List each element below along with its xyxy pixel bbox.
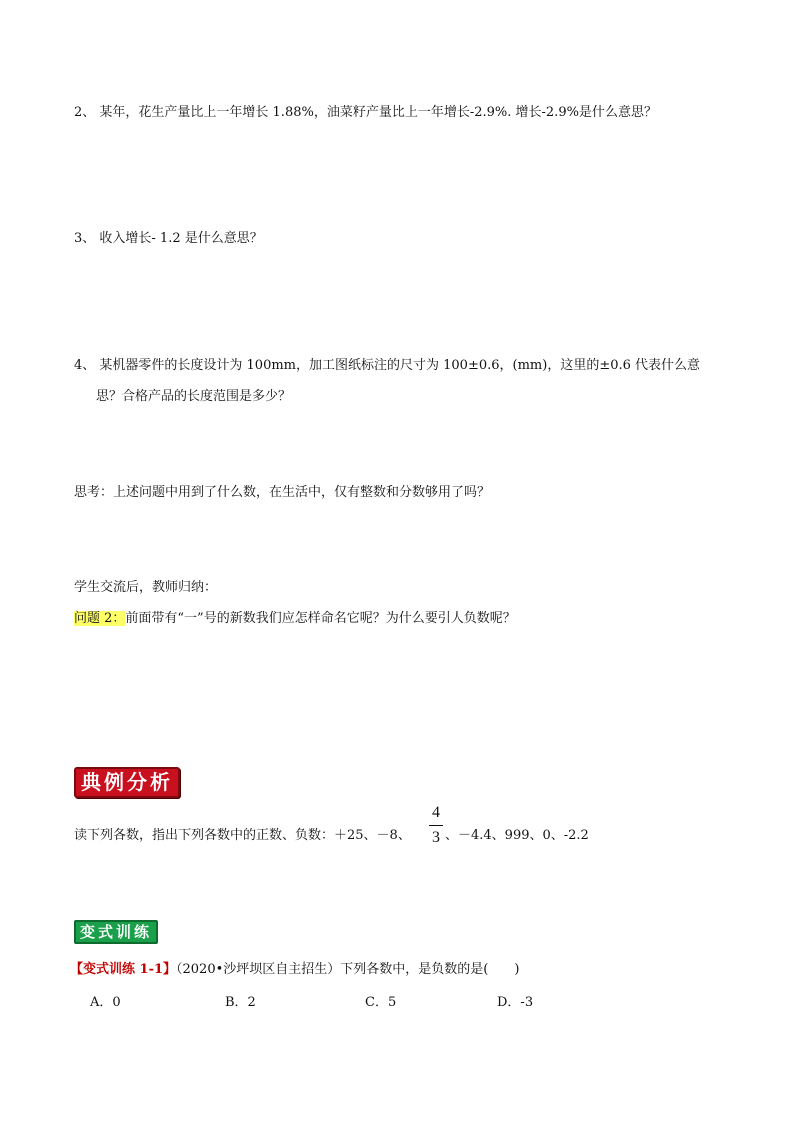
- fraction-numerator: 4: [432, 804, 440, 821]
- fraction-denominator: 3: [432, 829, 440, 846]
- fraction: [429, 804, 443, 847]
- variant-question: [70, 961, 519, 979]
- think-prompt: 思考：上述问题中用到了什么数，在生活中，仅有整数和分数够用了吗？: [74, 485, 491, 500]
- variant-training-badge: 变式训练: [74, 920, 158, 944]
- question-4-line-1: 4、 某机器零件的长度设计为 100mm，加工图纸标注的尺寸为 100±0.6，(mm)，这里的±0.6 代表什么意: [74, 358, 701, 373]
- problem-2: [74, 610, 516, 628]
- fraction-bar: [429, 825, 443, 826]
- option-c: C．5: [365, 995, 397, 1010]
- question-2: 2、 某年，花生产量比上一年增长 1.88%，油菜籽产量比上一年增长-2.9%. 增长-2.9%是什么意思？: [74, 105, 657, 120]
- example-text-after: 、－4.4、999、0、-2.2: [445, 828, 589, 843]
- option-a: A．0: [90, 995, 121, 1010]
- question-3: 3、 收入增长- 1.2 是什么意思？: [74, 231, 263, 246]
- option-d: D．-3: [497, 995, 534, 1010]
- problem-2-label: 问题 2：: [74, 611, 126, 626]
- teacher-summary: 学生交流后，教师归纳：: [74, 580, 218, 595]
- example-analysis-badge: 典例分析: [74, 767, 180, 798]
- variant-tag: 【变式训练 1-1】: [70, 962, 177, 977]
- variant-source: （2020•沙坪坝区自主招生）下列各数中，是负数的是( ): [176, 962, 520, 977]
- problem-2-text: 前面带有“一”号的新数我们应怎样命名它呢？为什么要引人负数呢？: [125, 611, 516, 626]
- question-4-line-2: 思？合格产品的长度范围是多少？: [96, 389, 292, 404]
- option-b: B．2: [225, 995, 256, 1010]
- example-text-before: 读下列各数，指出下列各数中的正数、负数：＋25、－8、: [74, 828, 411, 843]
